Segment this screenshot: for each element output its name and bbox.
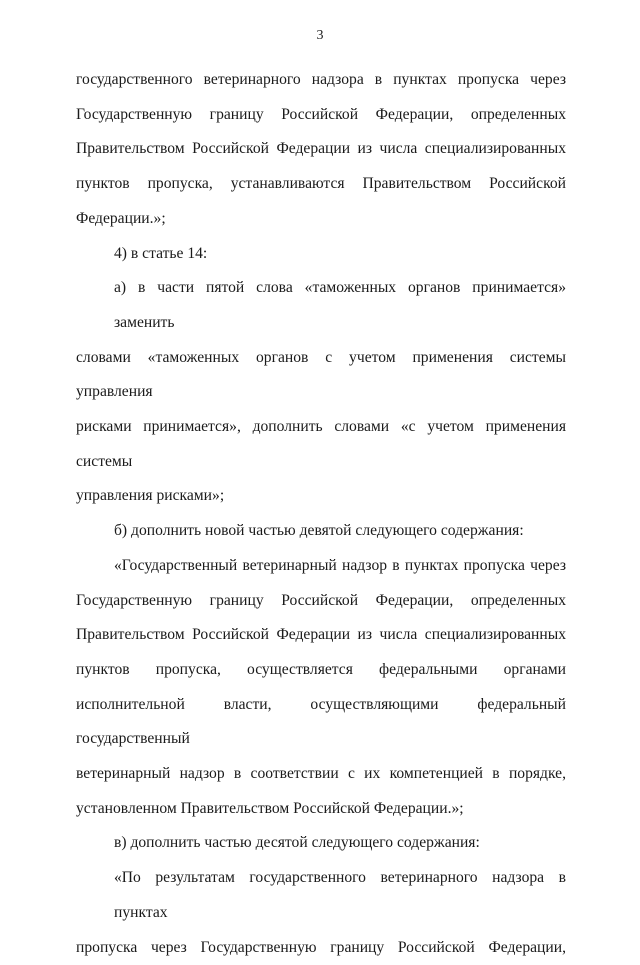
paragraph-subitem-a xyxy=(76,271,566,514)
text-line: Государственную границу Российской Федерации, определенных xyxy=(76,105,566,123)
paragraph-continuation xyxy=(76,63,566,237)
text-line: пропуска через Государственную границу Российской Федерации, xyxy=(76,938,566,956)
text-line: пунктов пропуска, осуществляется федеральными органами xyxy=(76,660,566,678)
paragraph-subitem-b xyxy=(76,514,566,549)
text-line: пунктов пропуска, устанавливаются Правительством Российской xyxy=(76,175,566,193)
paragraph-quote-ninth-part xyxy=(76,549,566,827)
text-line: а) в части пятой слова «таможенных органов принимается» заменить xyxy=(114,279,566,331)
document-body xyxy=(76,63,566,965)
text-line: рисками принимается», дополнить словами «с учетом применения системы xyxy=(76,418,566,470)
text-line: «Государственный ветеринарный надзор в пунктах пропуска через xyxy=(114,556,566,574)
page-number: 3 xyxy=(316,28,324,43)
text-line: ветеринарный надзор в соответствии с их компетенцией в порядке, xyxy=(76,765,566,783)
text-line: исполнительной власти, осуществляющими федеральный государственный xyxy=(76,695,566,748)
text-line: 4) в статье 14: xyxy=(114,244,208,262)
text-line: Правительством Российской Федерации из числа специализированных xyxy=(76,626,566,644)
text-line: установленном Правительством Российской Федерации.»; xyxy=(76,799,464,817)
text-line: словами «таможенных органов с учетом применения системы управления xyxy=(76,348,566,401)
paragraph-subitem-v xyxy=(76,826,566,861)
text-line: в) дополнить частью десятой следующего содержания: xyxy=(114,834,480,852)
text-line: Государственную границу Российской Федерации, определенных xyxy=(76,591,566,609)
text-line: Правительством Российской Федерации из числа специализированных xyxy=(76,140,566,158)
text-line: «По результатам государственного ветеринарного надзора в пунктах xyxy=(114,869,566,921)
text-line: государственного ветеринарного надзора в пунктах пропуска через xyxy=(76,71,566,88)
text-line: б) дополнить новой частью девятой следующего содержания: xyxy=(114,522,524,540)
paragraph-quote-tenth-part xyxy=(76,861,566,965)
text-line: управления рисками»; xyxy=(76,487,225,505)
paragraph-item-4 xyxy=(76,237,566,272)
text-line: Федерации.»; xyxy=(76,209,166,227)
